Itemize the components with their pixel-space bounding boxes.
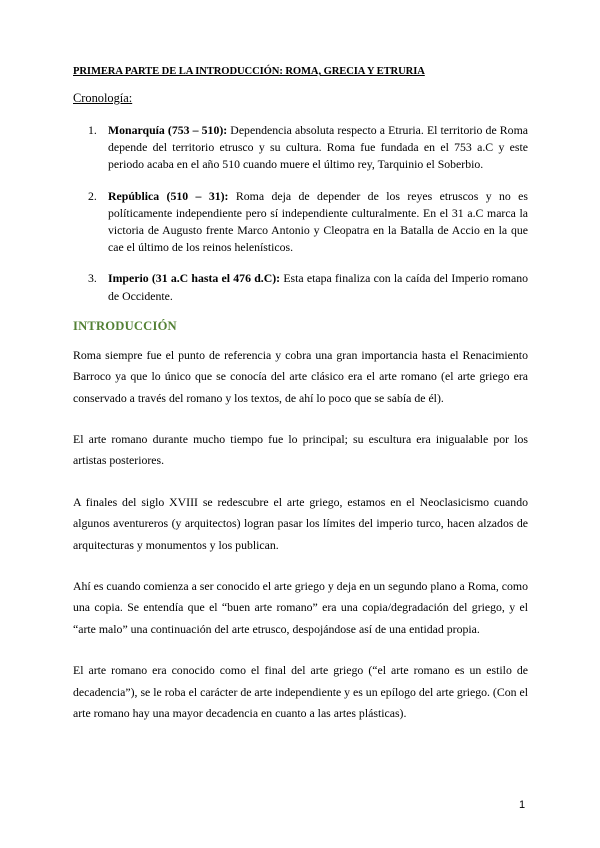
body-paragraph: Ahí es cuando comienza a ser conocido el arte griego y deja en un segundo plano a Roma, como una copia. Se entendía que el “buen arte romano” era una copia/degradación del griego, y el “arte malo” una continuación del arte etrusco, despojándose así de una entidad propia. [73,579,529,636]
document-title: PRIMERA PARTE DE LA INTRODUCCIÓN: ROMA, GRECIA Y ETRURIA [73,66,425,77]
page-content [73,66,528,725]
period-term: Monarquía (753 – 510): [108,123,228,137]
chronology-list [73,122,528,305]
chronology-subtitle: Cronología: [73,91,133,105]
period-description: Roma deja de depender de los reyes etruscos y no es políticamente independiente pero sí independiente culturalmente. En el 31 a.C marca la victoria de Augusto frente Marco Antonio y Cleopatra en la Batalla de Accio en la que cae el último de los reinos helenísticos. [108,188,529,255]
list-number: 3. [88,271,97,286]
body-paragraph: El arte romano era conocido como el final del arte griego (“el arte romano es un estilo de decadencia”), se le roba el carácter de arte independiente y es un epílogo del arte griego. (Con el arte romano hay una mayor decadencia en cuanto a las artes plásticas). [73,663,528,721]
list-number: 1. [88,123,97,137]
period-term: República (510 – 31): [108,188,229,203]
chronology-item-republica [73,188,528,257]
period-description: Dependencia absoluta respecto a Etruria. El territorio de Roma depende del territorio etrusco y su cultura. Roma fue fundada en el 753 a.C y este periodo acaba en el año 510 cuando muere el último rey, Tarquinio el Soberbio. [108,123,528,172]
page-number: 1 [519,799,526,811]
body-paragraph: El arte romano durante mucho tiempo fue lo principal; su escultura era inigualable por los artistas posteriores. [73,432,528,468]
chronology-item-imperio [73,270,528,304]
body-paragraph: Roma siempre fue el punto de referencia y cobra una gran importancia hasta el Renacimiento Barroco ya que lo único que se conocía del arte clásico era el arte romano (el arte griego era conservado a través del romano y los textos, de ahí lo poco que se sabía de él). [73,347,528,405]
section-heading-introduccion: INTRODUCCIÓN [73,318,177,333]
body-paragraph: A finales del siglo XVIII se redescubre el arte griego, estamos en el Neoclasicismo cuando algunos aventureros (y arquitectos) logran pasar los límites del imperio turco, hacen alzados de arquitecturas y monumentos y los publican. [73,494,528,552]
period-term: Imperio (31 a.C hasta el 476 d.C): [108,271,281,286]
period-description: Esta etapa finaliza con la caída del Imperio romano de Occidente. [108,271,529,303]
list-number: 2. [88,188,97,203]
chronology-item-monarquia [73,122,528,174]
